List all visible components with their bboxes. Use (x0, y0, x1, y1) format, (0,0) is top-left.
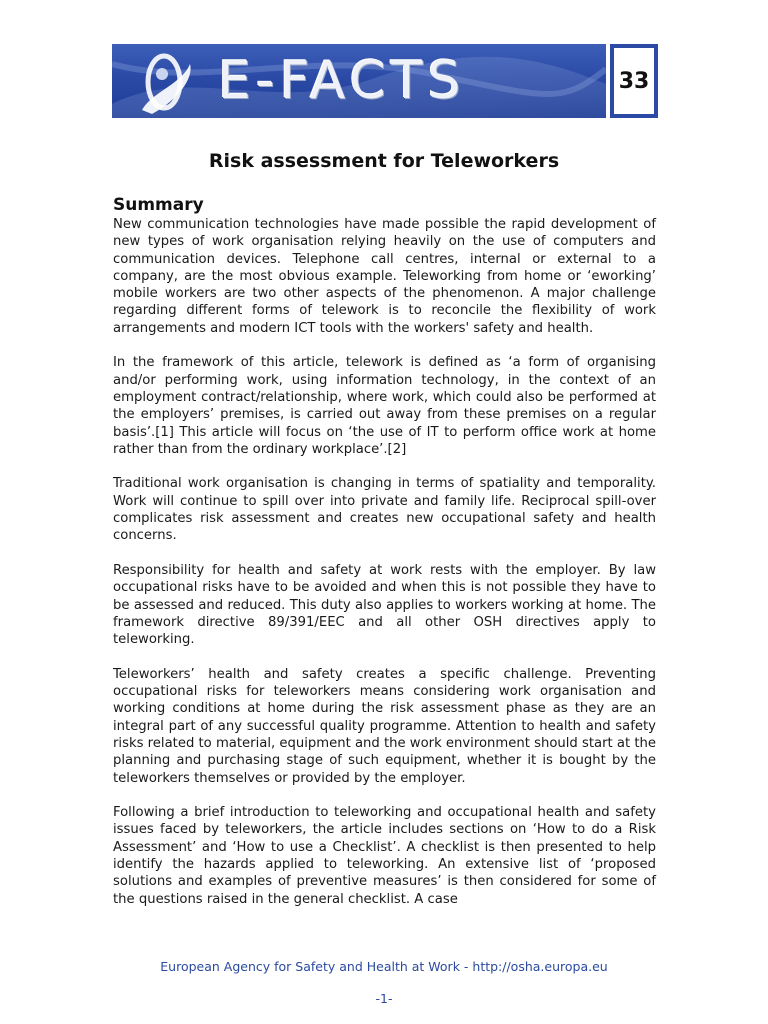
body-paragraph: Traditional work organisation is changing in terms of spatiality and temporality. Work will continue to spill over into private and family life. Reciprocal spill-over complicates risk assessment and creates new occupational safety and health concerns. (113, 476, 656, 544)
banner-logo-area (112, 44, 606, 118)
efacts-logo-text: E-FACTS (218, 51, 466, 111)
document-title: Risk assessment for Teleworkers (208, 150, 560, 172)
section-heading-summary: Summary (113, 195, 204, 215)
body-paragraph: In the framework of this article, telework is defined as ‘a form of organising and/or performing work, using information technology, in the context of an employment contract/relationship, where work, which could also be performed at the employers’ premises, is carried out away from these premises on a regular basis’.[1] This article will focus on ‘the use of IT to perform office work at home rather than from the ordinary workplace’.[2] (113, 355, 656, 457)
body-paragraph: Teleworkers’ health and safety creates a specific challenge. Preventing occupational risks for teleworkers means considering work organisation and working conditions at home during the risk assessment phase as they are an integral part of any successful quality programme. Attention to health and safety risks related to material, equipment and the work environment should start at the planning and purchasing stage of such equipment, whether it is bought by the teleworkers themselves or provided by the employer. (113, 666, 656, 786)
issue-number-box (610, 44, 658, 118)
efacts-banner (112, 44, 658, 118)
body-paragraph: Following a brief introduction to teleworking and occupational health and safety issues faced by teleworkers, the article includes sections on ‘How to do a Risk Assessment’ and ‘How to use a Checklist’. A checklist is then presented to help identify the hazards applied to teleworking. An extensive list of ‘proposed solutions and examples of preventive measures’ is then considered for some of the questions raised in the general checklist. A case (113, 805, 656, 907)
footer-organisation-link[interactable]: European Agency for Safety and Health at Work - http://osha.europa.eu (160, 959, 608, 974)
page-number: -1- (375, 991, 393, 1006)
body-paragraph: New communication technologies have made possible the rapid development of new types of work organisation relying heavily on the use of computers and communication devices. Telephone call centres, internal or external to a company, are the most obvious example. Teleworking from home or ‘eworking’ mobile workers are two other aspects of the phenomenon. A major challenge regarding different forms of telework is to reconcile the flexibility of work arrangements and modern ICT tools with the workers' safety and health. (113, 217, 656, 336)
body-paragraph: Responsibility for health and safety at work rests with the employer. By law occupational risks have to be avoided and when this is not possible they have to be assessed and reduced. This duty also applies to workers working at home. The framework directive 89/391/EEC and all other OSH directives apply to teleworking. (113, 562, 656, 648)
issue-number: 33 (614, 48, 654, 114)
document-body (113, 216, 656, 925)
